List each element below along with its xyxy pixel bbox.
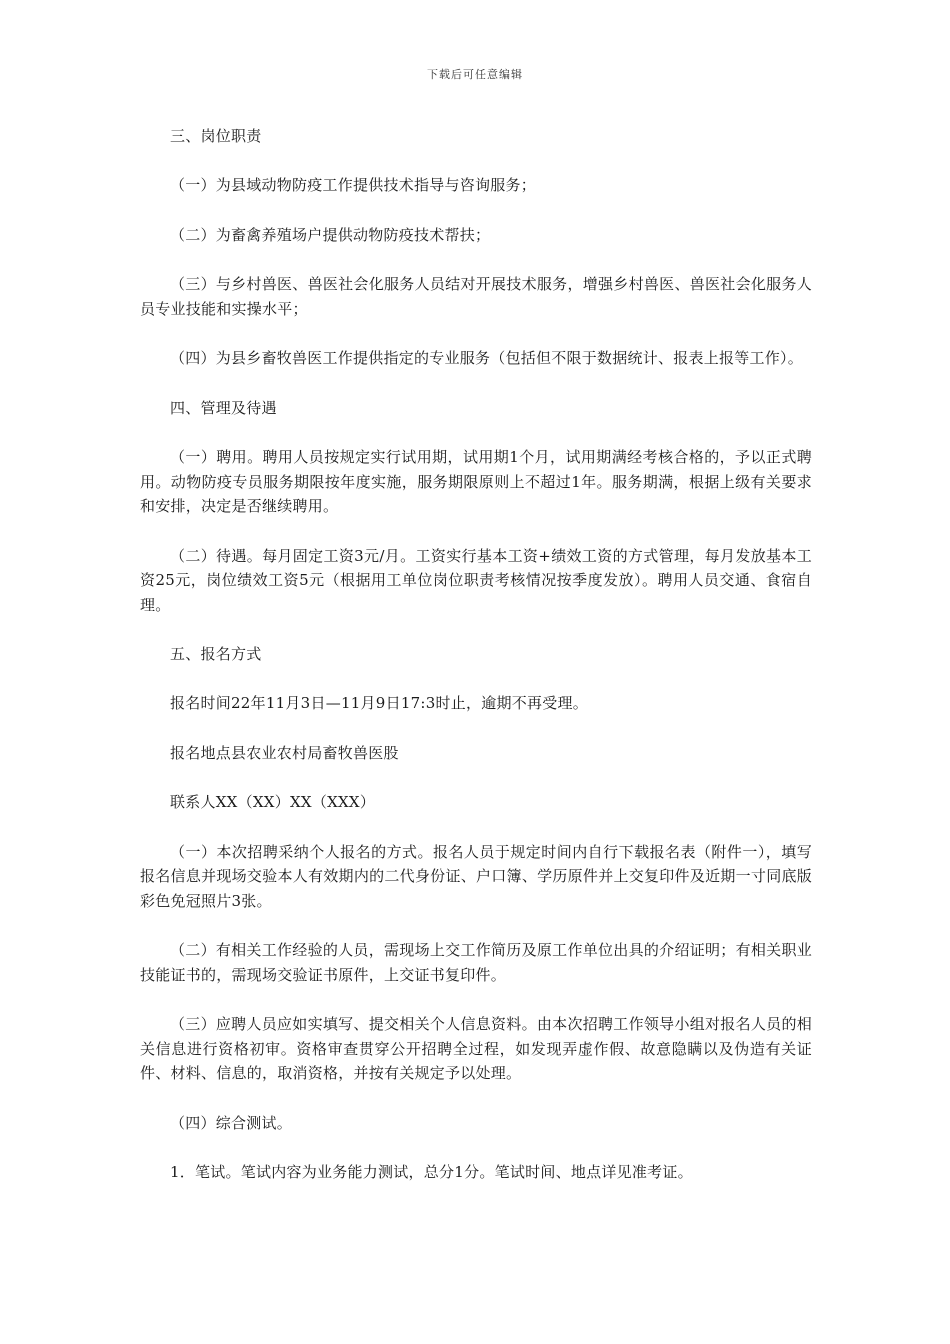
paragraph: 1．笔试。笔试内容为业务能力测试，总分1分。笔试时间、地点详见准考证。	[170, 1163, 693, 1182]
paragraph: （一）聘用。聘用人员按规定实行试用期，试用期1个月，试用期满经考核合格的，予以正式聘用。动物防疫专员服务期限按年度实施，服务期限原则上不超过1年。服务期满，根据上级有关要求和安排，决定是否继续聘用。	[140, 447, 812, 516]
header-note: 下载后可任意编辑	[427, 68, 523, 81]
paragraph: （二）待遇。每月固定工资3元/月。工资实行基本工资+绩效工资的方式管理，每月发放基本工资25元，岗位绩效工资5元（根据用工单位岗位职责考核情况按季度发放）。聘用人员交通、食宿自理。	[140, 546, 812, 614]
section-heading-management: 四、管理及待遇	[170, 398, 277, 417]
paragraph: （三）应聘人员应如实填写、提交相关个人信息资料。由本次招聘工作领导小组对报名人员的相关信息进行资格初审。资格审查贯穿公开招聘全过程，如发现弄虚作假、故意隐瞒以及伪造有关证件、材料、信息的，取消资格，并按有关规定予以处理。	[140, 1015, 812, 1083]
paragraph: （三）与乡村兽医、兽医社会化服务人员结对开展技术服务，增强乡村兽医、兽医社会化服务人员专业技能和实操水平；	[140, 275, 812, 318]
section-heading-registration: 五、报名方式	[170, 645, 262, 664]
paragraph: （四）为县乡畜牧兽医工作提供指定的专业服务（包括但不限于数据统计、报表上报等工作）。	[170, 349, 804, 368]
document-body	[140, 124, 812, 1210]
paragraph: （一）本次招聘采纳个人报名的方式。报名人员于规定时间内自行下载报名表（附件一），填写报名信息并现场交验本人有效期内的二代身份证、户口簿、学历原件并上交复印件及近期一寸同底版彩色免冠照片3张。	[140, 842, 812, 910]
section-heading-duties: 三、岗位职责	[170, 127, 262, 145]
paragraph-registration-time: 报名时间22年11月3日—11月9日17:3时止，逾期不再受理。	[170, 694, 589, 713]
paragraph: （二）有相关工作经验的人员，需现场上交工作简历及原工作单位出具的介绍证明；有相关职业技能证书的，需现场交验证书原件，上交证书复印件。	[140, 941, 812, 984]
paragraph-contact: 联系人XX（XX）XX（XXX）	[170, 793, 376, 812]
paragraph: （四）综合测试。	[170, 1113, 293, 1132]
paragraph: （二）为畜禽养殖场户提供动物防疫技术帮扶；	[170, 225, 491, 244]
paragraph-registration-place: 报名地点县农业农村局畜牧兽医股	[170, 743, 399, 762]
paragraph: （一）为县域动物防疫工作提供技术指导与咨询服务；	[170, 176, 537, 195]
